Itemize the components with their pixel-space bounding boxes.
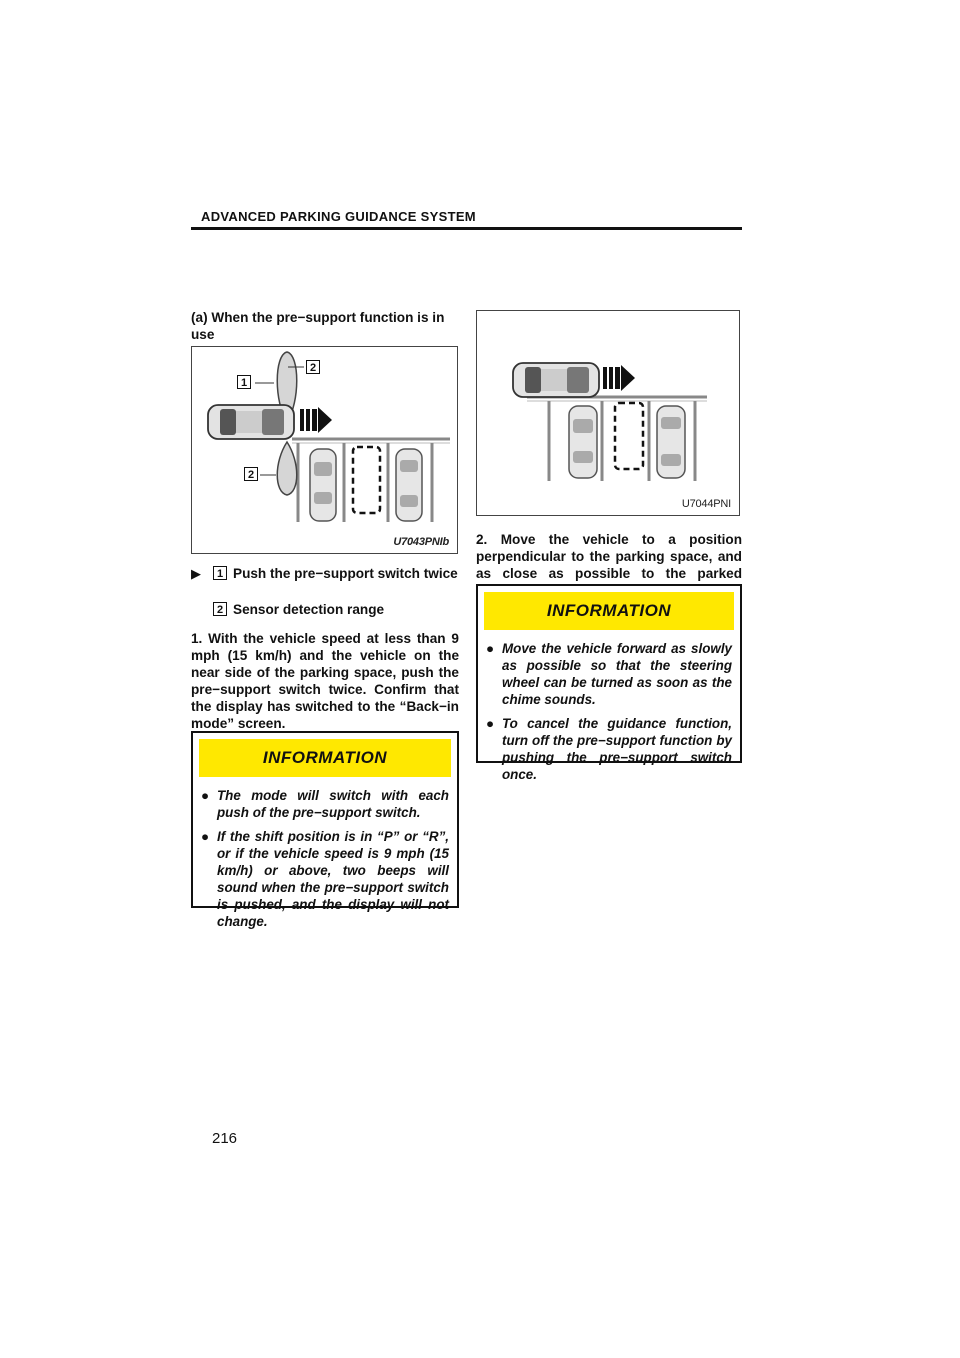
information-list bbox=[201, 787, 449, 930]
step-1-paragraph: 1. With the vehicle speed at less than 9 mph (15 km/h) and the vehicle on the near side of the parking space, push the pre−support switch twice. Confirm that the display has switched to the “Back−in mode” screen. bbox=[191, 631, 459, 731]
information-text: If the shift position is in “P” or “R”, or if the vehicle speed is 9 mph (15 km/h) or above, two beeps will sound when the pre−support switch is pushed, and the display will not change. bbox=[217, 829, 449, 929]
section-subheading: (a) When the pre−support function is in use bbox=[191, 310, 445, 342]
figure-code: U7043PNIb bbox=[393, 536, 449, 548]
information-heading: INFORMATION bbox=[484, 592, 734, 630]
bullet-icon: ● bbox=[201, 788, 210, 803]
figure-approach-diagram bbox=[476, 310, 740, 516]
header-rule bbox=[191, 227, 742, 230]
information-item bbox=[486, 640, 732, 708]
callout-2-bottom: 2 bbox=[244, 467, 258, 481]
information-item bbox=[486, 715, 732, 783]
bullet-icon: ● bbox=[486, 641, 495, 656]
information-text: To cancel the guidance function, turn off the pre−support function by pushing the pre−support switch once. bbox=[502, 716, 732, 782]
legend-text: Push the pre−support switch twice bbox=[233, 566, 458, 581]
legend-badge: 2 bbox=[213, 602, 227, 616]
callout-1: 1 bbox=[237, 375, 251, 389]
pointer-arrow-icon: ▶ bbox=[191, 566, 201, 581]
bullet-icon: ● bbox=[486, 716, 495, 731]
information-box bbox=[191, 731, 459, 929]
bullet-icon: ● bbox=[201, 829, 210, 844]
information-text: Move the vehicle forward as slowly as possible so that the steering wheel can be turned as soon as the chime sounds. bbox=[502, 641, 732, 707]
figure-pre-support-diagram bbox=[191, 346, 458, 554]
legend-row bbox=[191, 565, 459, 584]
figure-legend bbox=[191, 565, 459, 620]
figure-code: U7044PNI bbox=[681, 498, 731, 510]
information-item bbox=[201, 828, 449, 930]
legend-badge: 1 bbox=[213, 566, 227, 580]
information-item bbox=[201, 787, 449, 821]
step-2-paragraph: 2. Move the vehicle to a position perpendicular to the parking space, and as close as possible to the parked bbox=[476, 532, 742, 581]
information-text: The mode will switch with each push of the pre−support switch. bbox=[217, 788, 449, 820]
approach-illustration bbox=[477, 311, 739, 515]
pre-support-illustration bbox=[192, 347, 457, 553]
information-list bbox=[486, 640, 732, 783]
page-header-title: ADVANCED PARKING GUIDANCE SYSTEM bbox=[201, 209, 476, 224]
information-box bbox=[476, 584, 742, 782]
callout-2-top: 2 bbox=[306, 360, 320, 374]
legend-row bbox=[191, 601, 459, 620]
legend-text: Sensor detection range bbox=[233, 602, 385, 617]
page-number: 216 bbox=[212, 1130, 238, 1147]
information-heading: INFORMATION bbox=[199, 739, 451, 777]
